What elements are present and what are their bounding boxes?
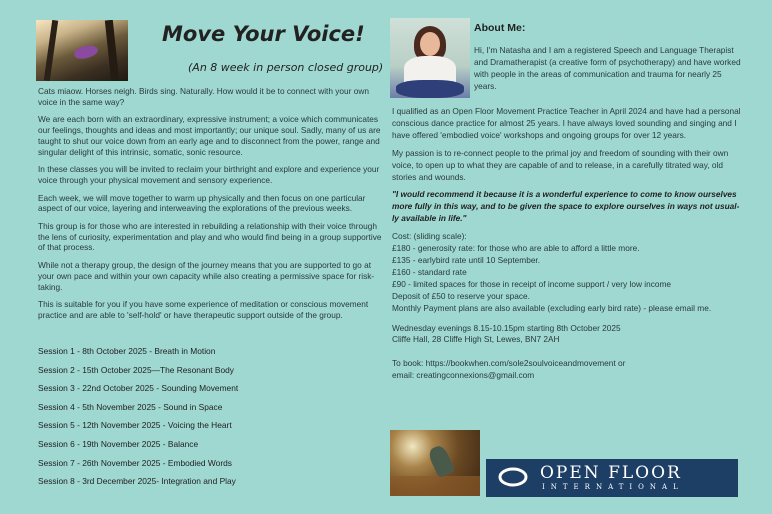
about-details [392,106,746,382]
session-item: Session 2 - 15th October 2025—The Resonant Body [38,364,234,375]
session-item: Session 8 - 3rd December 2025- Integration and Play [38,476,236,487]
session-item: Session 1 - 8th October 2025 - Breath in Motion [38,346,216,356]
venue-text: Cliffe Hall, 28 Cliffe High St, Lewes, BN7 2AH [392,334,560,345]
about-paragraph: My passion is to re-connect people to the primal joy and freedom of sounding with their own voice, to open up to what they are capable of and to release, in a carefully titrated way, old stories and wounds. [392,147,729,182]
testimonial-quote: "I would recommend it because it is a wonderful experience to come to know ourselves more fully in this way, and to be given the space to explore ourselves in ways not usual-ly available in life." [392,189,740,224]
description-paragraph: This is suitable for you if you have some experience of meditation or conscious movement practice and are able to 'self-hold' or have therapeutic support outside of the group. [38,299,369,320]
forest-dancer-photo [36,20,128,81]
email-link[interactable]: email: creatingconnexions@gmail.com [392,370,535,381]
session-item: Session 7 - 26th November 2025 - Embodied Words [38,457,232,468]
session-item: Session 3 - 22nd October 2025 - Sounding Movement [38,383,239,394]
cost-line: £160 - standard rate [392,266,467,277]
schedule-block [392,323,746,347]
swirl-logo-icon [498,466,528,488]
open-floor-logo [486,459,738,497]
cost-heading: Cost: (sliding scale): [392,231,467,242]
session-item: Session 6 - 19th November 2025 - Balance [38,438,199,449]
intro-paragraph: Cats miaow. Horses neigh. Birds sing. Naturally. How would it be to connect with your own voice in the same way? [38,86,369,107]
cost-line: £180 - generosity rate: for those who are able to afford a little more. [392,243,640,254]
cost-line: Deposit of £50 to reserve your space. [392,290,530,301]
portrait-photo [390,18,470,98]
description-paragraph: In these classes you will be invited to reclaim your birthright and explore and experience your voice through your physical movement and sensory experience. [38,164,380,185]
logo-title: OPEN FLOOR [540,463,682,483]
about-paragraph: I qualified as an Open Floor Movement Practice Teacher in April 2024 and have had a personal conscious dance practice for almost 25 years. I have always loved sounding and singing and I have offered 'embodied voice' workshops and ongoing groups for over 12 years. [392,106,741,140]
description-paragraph: This group is for those who are interested in rebuilding a relationship with their voice through the lens of curiosity, experimentation and play and who would find being in a group supportive of that process. [38,221,382,253]
autumn-dancer-photo [390,430,480,496]
cost-line: Monthly Payment plans are also available (excluding early bird rate) - please email me. [392,302,712,313]
cost-line: £135 - earlybird rate until 10 September. [392,254,541,265]
page-subtitle: (An 8 week in person closed group) [188,61,384,74]
description [38,86,382,328]
cost-line: £90 - limited spaces for those in receipt of income support / very low income [392,278,671,289]
session-item: Session 5 - 12th November 2025 - Voicing the Heart [38,420,232,431]
session-list [38,345,382,494]
logo-subtitle: INTERNATIONAL [542,483,684,491]
page-title: Move Your Voice! [162,22,365,46]
schedule-text: Wednesday evenings 8.15-10.15pm starting 8th October 2025 [392,322,621,333]
description-paragraph: We are each born with an extraordinary, expressive instrument; a voice which communicates our feelings, thoughts and ideas and most importantly; our unique soul. Sadly, many of us are taught to shut our voice down from an early age and to disconnect from the power, range and singular delight of this intrinsic, somatic, sonic resource. [38,114,381,157]
about-heading: About Me: [474,22,526,34]
description-paragraph: Each week, we will move together to warm up physically and then focus on one particular aspect of our voice, layering and interweaving the explorations of the previous weeks. [38,192,366,214]
booking-link[interactable]: To book: https://bookwhen.com/sole2soulvoiceandmovement or [392,358,626,369]
about-intro: Hi, I'm Natasha and I am a registered Speech and Language Therapist and Dramatherapist (a creative form of psychotherapy) and have worked with people in the areas of communication and trauma for nearly 25 years. [474,45,741,91]
description-paragraph: While not a therapy group, the design of the journey means that you are supported to go at your own pace and within your own capacity while also creating a permissive space for risk-taking. [38,260,375,292]
session-item: Session 4 - 5th November 2025 - Sound in Space [38,401,223,412]
booking-block [392,358,746,382]
